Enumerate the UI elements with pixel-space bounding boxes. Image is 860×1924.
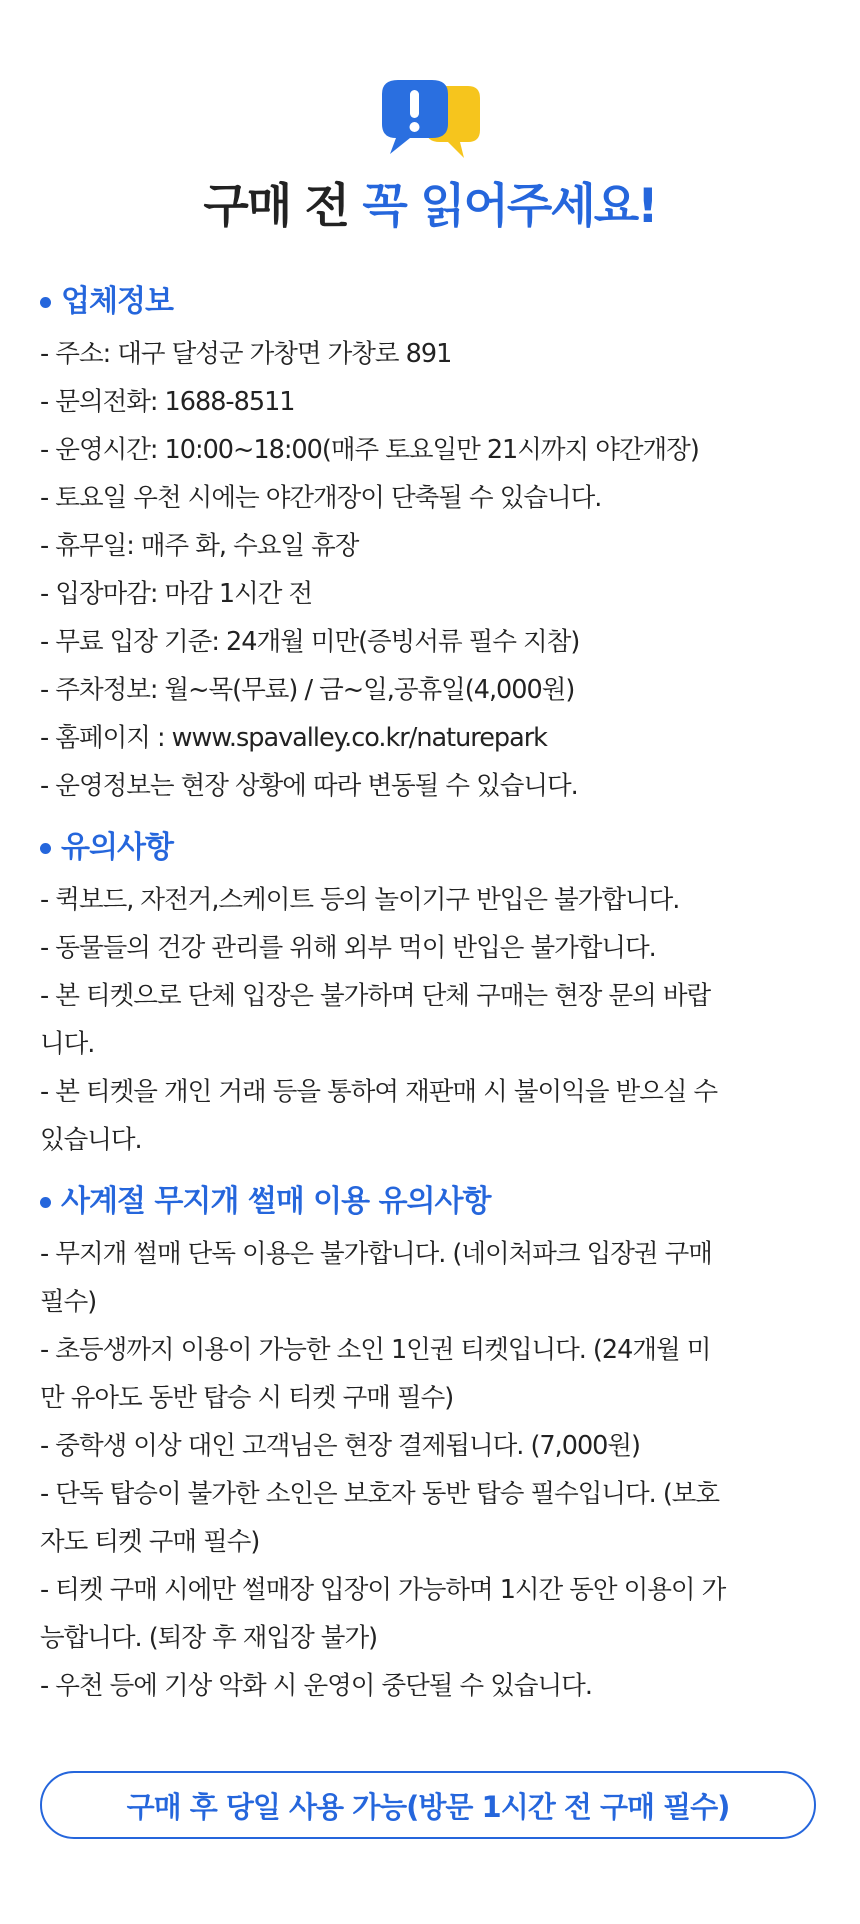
list-item: 자도 티켓 구매 필수) xyxy=(40,1527,260,1557)
list-item: - 홈페이지 : www.spavalley.co.kr/naturepark xyxy=(40,723,547,753)
list-item: - 티켓 구매 시에만 썰매장 입장이 가능하며 1시간 동안 이용이 가 xyxy=(40,1575,726,1605)
list-item: - 운영시간: 10:00~18:00(매주 토요일만 21시까지 야간개장) xyxy=(40,435,699,465)
section-heading-label: 업체정보 xyxy=(61,284,173,319)
section-heading xyxy=(40,1174,820,1230)
list-item: - 주소: 대구 달성군 가창면 가창로 891 xyxy=(40,339,452,369)
list-item: - 퀵보드, 자전거,스케이트 등의 놀이기구 반입은 불가합니다. xyxy=(40,885,680,915)
section-sled-precautions xyxy=(40,1174,820,1710)
list-item: 니다. xyxy=(40,1029,95,1059)
list-item: - 주차정보: 월~목(무료) / 금~일,공휴일(4,000원) xyxy=(40,675,575,705)
page-title-part2: 꼭 읽어주세요! xyxy=(362,179,657,234)
section-heading-label: 유의사항 xyxy=(61,830,173,865)
list-item: - 본 티켓으로 단체 입장은 불가하며 단체 구매는 현장 문의 바랍 xyxy=(40,981,711,1011)
page-title-part1: 구매 전 xyxy=(203,179,363,234)
list-item: - 입장마감: 마감 1시간 전 xyxy=(40,579,313,609)
section-heading xyxy=(40,820,820,876)
list-item: - 토요일 우천 시에는 야간개장이 단축될 수 있습니다. xyxy=(40,483,602,513)
list-item: 능합니다. (퇴장 후 재입장 불가) xyxy=(40,1623,378,1653)
list-item: - 단독 탑승이 불가한 소인은 보호자 동반 탑승 필수입니다. (보호 xyxy=(40,1479,720,1509)
notice-content xyxy=(40,274,820,1720)
section-list xyxy=(40,876,820,1164)
section-company-info xyxy=(40,274,820,810)
list-item: - 문의전화: 1688-8511 xyxy=(40,387,295,417)
list-item: 필수) xyxy=(40,1287,97,1317)
same-day-use-notice: 구매 후 당일 사용 가능(방문 1시간 전 구매 필수) xyxy=(40,1771,816,1839)
list-item: - 우천 등에 기상 악화 시 운영이 중단될 수 있습니다. xyxy=(40,1671,592,1701)
list-item: - 무지개 썰매 단독 이용은 불가합니다. (네이처파크 입장권 구매 xyxy=(40,1239,712,1269)
list-item: - 무료 입장 기준: 24개월 미만(증빙서류 필수 지참) xyxy=(40,627,580,657)
list-item: - 운영정보는 현장 상황에 따라 변동될 수 있습니다. xyxy=(40,771,578,801)
section-precautions xyxy=(40,820,820,1164)
list-item: - 동물들의 건강 관리를 위해 외부 먹이 반입은 불가합니다. xyxy=(40,933,656,963)
list-item: - 초등생까지 이용이 가능한 소인 1인권 티켓입니다. (24개월 미 xyxy=(40,1335,711,1365)
section-list xyxy=(40,330,820,810)
section-heading xyxy=(40,274,820,330)
list-item: - 본 티켓을 개인 거래 등을 통하여 재판매 시 불이익을 받으실 수 xyxy=(40,1077,718,1107)
bullet-dot-icon xyxy=(40,297,51,308)
list-item: 만 유아도 동반 탑승 시 티켓 구매 필수) xyxy=(40,1383,454,1413)
list-item: - 중학생 이상 대인 고객님은 현장 결제됩니다. (7,000원) xyxy=(40,1431,640,1461)
bullet-dot-icon xyxy=(40,843,51,854)
section-heading-label: 사계절 무지개 썰매 이용 유의사항 xyxy=(61,1184,491,1219)
page-title xyxy=(0,172,860,242)
list-item: 있습니다. xyxy=(40,1125,142,1155)
section-list xyxy=(40,1230,820,1710)
exclamation-speech-bubbles-icon xyxy=(380,78,482,164)
bullet-dot-icon xyxy=(40,1197,51,1208)
list-item: - 휴무일: 매주 화, 수요일 휴장 xyxy=(40,531,359,561)
